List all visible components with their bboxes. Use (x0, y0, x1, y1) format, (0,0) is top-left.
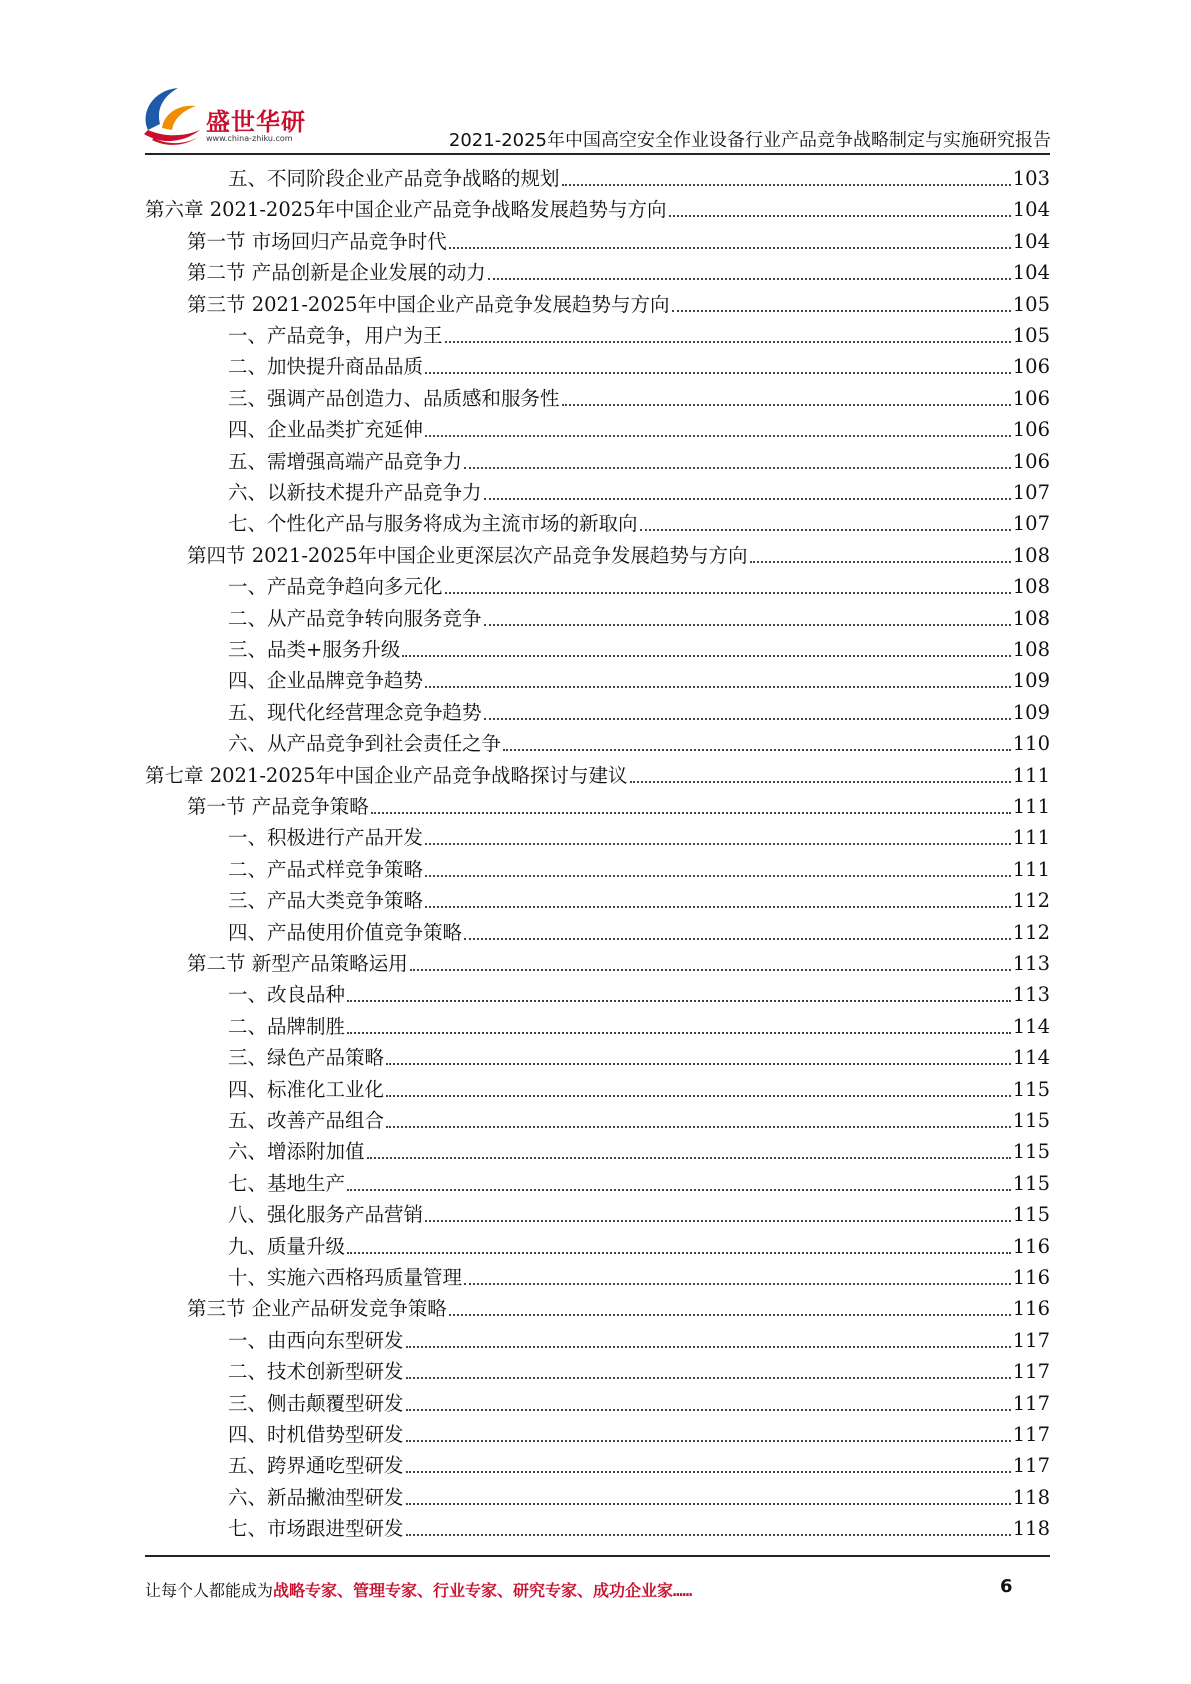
toc-entry[interactable] (228, 1479, 1050, 1510)
logo-swoosh-icon (138, 84, 208, 152)
toc-leader-dots (562, 382, 1011, 406)
toc-leader-dots (425, 664, 1011, 688)
toc-entry-page: 111 (1012, 857, 1050, 881)
toc-entry-page: 111 (1012, 795, 1050, 818)
toc-leader-dots (406, 1481, 1011, 1505)
toc-entry-page: 112 (1012, 920, 1050, 944)
toc-entry[interactable] (228, 1385, 1050, 1416)
toc-entry-page: 117 (1012, 1360, 1050, 1384)
toc-entry-label: 八、强化服务产品营销 (228, 1203, 424, 1227)
toc-entry-page: 118 (1012, 1517, 1050, 1541)
toc-entry-page: 117 (1012, 1423, 1050, 1446)
toc-entry-page: 112 (1012, 889, 1050, 913)
toc-leader-dots (484, 696, 1011, 720)
toc-entry[interactable] (228, 411, 1050, 442)
toc-entry[interactable] (228, 1039, 1050, 1070)
company-logo (138, 84, 308, 152)
toc-leader-dots (406, 1418, 1011, 1442)
page-header (0, 0, 1191, 160)
toc-entry-page: 105 (1012, 292, 1050, 316)
toc-entry[interactable] (228, 380, 1050, 411)
logo-name: 盛世华研 (206, 108, 306, 136)
toc-entry-label: 四、时机借势型研发 (228, 1423, 404, 1446)
toc-entry-page: 109 (1012, 700, 1050, 724)
toc-entry-page: 108 (1012, 638, 1050, 661)
toc-entry-label: 十、实施六西格玛质量管理 (228, 1266, 463, 1289)
toc-leader-dots (406, 1324, 1011, 1348)
toc-entry[interactable] (228, 1353, 1050, 1384)
toc-entry-label: 六、新品撇油型研发 (228, 1485, 404, 1509)
toc-entry-label: 三、品类+服务升级 (228, 638, 401, 661)
toc-entry-page: 106 (1012, 355, 1050, 379)
toc-leader-dots (464, 1261, 1011, 1285)
toc-entry[interactable] (145, 191, 1050, 222)
toc-entry-page: 108 (1012, 606, 1050, 630)
toc-entry-page: 116 (1012, 1234, 1050, 1258)
toc-entry-page: 108 (1012, 575, 1050, 599)
toc-leader-dots (488, 256, 1011, 280)
toc-entry-label: 二、从产品竞争转向服务竞争 (228, 606, 482, 630)
toc-entry-label: 三、绿色产品策略 (228, 1046, 385, 1070)
toc-entry[interactable] (187, 945, 1050, 976)
footer-divider (145, 1555, 1050, 1557)
toc-leader-dots (386, 1073, 1011, 1097)
toc-entry-page: 103 (1012, 167, 1050, 190)
toc-entry-label: 七、基地生产 (228, 1171, 346, 1195)
toc-leader-dots (445, 570, 1011, 594)
toc-leader-dots (425, 821, 1011, 845)
toc-leader-dots (464, 445, 1011, 469)
toc-leader-dots (425, 350, 1011, 374)
toc-entry-page: 110 (1012, 732, 1050, 756)
toc-entry-page: 117 (1012, 1328, 1050, 1352)
footer-slogan (145, 1578, 692, 1601)
toc-leader-dots (406, 1355, 1011, 1379)
toc-entry-page: 115 (1012, 1077, 1050, 1101)
toc-entry-label: 第三节 2021-2025年中国企业产品竞争发展趋势与方向 (187, 292, 670, 316)
page-number: 6 (1000, 1576, 1013, 1597)
toc-entry-label: 一、产品竞争趋向多元化 (228, 575, 443, 599)
toc-entry[interactable] (228, 631, 1050, 662)
toc-entry-page: 116 (1012, 1266, 1050, 1289)
toc-entry-label: 第六章 2021-2025年中国企业产品竞争战略发展趋势与方向 (145, 198, 667, 222)
toc-entry-page: 106 (1012, 449, 1050, 473)
toc-entry-label: 一、由西向东型研发 (228, 1328, 404, 1352)
toc-entry[interactable] (228, 443, 1050, 474)
toc-leader-dots (425, 853, 1011, 877)
toc-entry[interactable] (187, 223, 1050, 254)
slogan-prefix: 让每个人都能成为 (145, 1581, 274, 1600)
toc-entry-page: 106 (1012, 418, 1050, 442)
toc-leader-dots (484, 602, 1011, 626)
toc-leader-dots (347, 1167, 1011, 1191)
toc-entry[interactable] (228, 1416, 1050, 1447)
toc-entry-page: 116 (1012, 1297, 1050, 1321)
toc-entry[interactable] (228, 1447, 1050, 1478)
toc-leader-dots (367, 1135, 1011, 1159)
toc-entry-label: 五、跨界通吃型研发 (228, 1454, 404, 1478)
toc-entry[interactable] (228, 600, 1050, 631)
toc-entry[interactable] (228, 1259, 1050, 1290)
toc-entry-page: 105 (1012, 324, 1050, 347)
toc-leader-dots (562, 162, 1011, 186)
toc-leader-dots (371, 790, 1011, 814)
toc-entry[interactable] (228, 1102, 1050, 1133)
toc-entry[interactable] (228, 505, 1050, 536)
toc-entry[interactable] (228, 568, 1050, 599)
toc-entry-page: 115 (1012, 1171, 1050, 1195)
toc-leader-dots (669, 193, 1011, 217)
toc-leader-dots (640, 507, 1011, 531)
toc-entry[interactable] (187, 254, 1050, 285)
toc-entry-page: 115 (1012, 1203, 1050, 1227)
toc-entry[interactable] (228, 1322, 1050, 1353)
slogan-accent: 战略专家、管理专家、行业专家、研究专家、成功企业家…… (273, 1581, 693, 1600)
toc-entry-label: 一、产品竞争，用户为王 (228, 324, 443, 347)
toc-entry-page: 107 (1012, 512, 1050, 536)
toc-entry-label: 二、产品式样竞争策略 (228, 857, 424, 881)
toc-entry-label: 三、产品大类竞争策略 (228, 889, 424, 913)
toc-entry-label: 六、从产品竞争到社会责任之争 (228, 732, 502, 756)
toc-entry[interactable] (228, 662, 1050, 693)
toc-entry-page: 109 (1012, 669, 1050, 693)
toc-entry-page: 113 (1012, 952, 1050, 975)
logo-url: www.china-zhiku.com (206, 134, 293, 143)
toc-entry[interactable] (187, 537, 1050, 568)
toc-entry[interactable] (228, 819, 1050, 850)
toc-entry[interactable] (228, 1228, 1050, 1259)
toc-entry-page: 104 (1012, 198, 1050, 222)
toc-entry-label: 一、积极进行产品开发 (228, 826, 424, 850)
toc-leader-dots (402, 633, 1010, 657)
toc-entry-label: 四、产品使用价值竞争策略 (228, 920, 463, 944)
toc-entry-label: 七、市场跟进型研发 (228, 1517, 404, 1541)
toc-entry[interactable] (228, 1133, 1050, 1164)
toc-entry-label: 一、改良品种 (228, 983, 346, 1007)
toc-entry[interactable] (228, 882, 1050, 913)
toc-entry-page: 114 (1012, 1014, 1050, 1038)
toc-leader-dots (425, 884, 1011, 908)
toc-entry-label: 第一节 市场回归产品竞争时代 (187, 229, 447, 253)
toc-leader-dots (406, 1387, 1011, 1411)
toc-entry[interactable] (187, 788, 1050, 819)
toc-leader-dots (630, 759, 1011, 783)
toc-entry[interactable] (228, 348, 1050, 379)
toc-entry-label: 三、侧击颠覆型研发 (228, 1391, 404, 1415)
toc-leader-dots (464, 916, 1011, 940)
toc-entry-label: 五、改善产品组合 (228, 1109, 385, 1132)
toc-entry-page: 108 (1012, 543, 1050, 567)
toc-leader-dots (406, 1449, 1011, 1473)
toc-entry[interactable] (228, 851, 1050, 882)
toc-entry-page: 111 (1012, 826, 1050, 850)
toc-entry-page: 114 (1012, 1046, 1050, 1070)
toc-entry-page: 111 (1012, 763, 1050, 787)
toc-leader-dots (347, 978, 1011, 1002)
toc-entry-label: 二、加快提升商品品质 (228, 355, 424, 379)
report-title: 2021-2025年中国高空安全作业设备行业产品竞争战略制定与实施研究报告 (448, 130, 1051, 151)
toc-entry-label: 第一节 产品竞争策略 (187, 795, 369, 818)
toc-leader-dots (406, 1512, 1011, 1536)
toc-entry-label: 五、需增强高端产品竞争力 (228, 449, 463, 473)
toc-entry-label: 第二节 新型产品策略运用 (187, 952, 408, 975)
toc-leader-dots (445, 319, 1011, 343)
toc-leader-dots (484, 476, 1011, 500)
toc-entry[interactable] (228, 914, 1050, 945)
toc-entry-page: 118 (1012, 1485, 1050, 1509)
toc-entry-label: 四、企业品类扩充延伸 (228, 418, 424, 442)
header-divider (145, 153, 1050, 155)
toc-entry[interactable] (228, 1071, 1050, 1102)
toc-entry-page: 106 (1012, 386, 1050, 410)
toc-entry[interactable] (228, 1196, 1050, 1227)
toc-entry-label: 第三节 企业产品研发竞争策略 (187, 1297, 447, 1321)
toc-entry[interactable] (187, 1290, 1050, 1321)
toc-entry-label: 七、个性化产品与服务将成为主流市场的新取向 (228, 512, 638, 536)
toc-leader-dots (449, 225, 1011, 249)
toc-entry[interactable] (228, 694, 1050, 725)
toc-leader-dots (672, 288, 1011, 312)
toc-entry-label: 九、质量升级 (228, 1234, 346, 1258)
toc-entry[interactable] (228, 725, 1050, 756)
toc-entry-label: 六、以新技术提升产品竞争力 (228, 481, 482, 504)
toc-entry-label: 五、现代化经营理念竞争趋势 (228, 700, 482, 724)
toc-entry[interactable] (228, 976, 1050, 1007)
toc-leader-dots (750, 539, 1011, 563)
toc-entry-label: 二、品牌制胜 (228, 1014, 346, 1038)
toc-leader-dots (386, 1041, 1011, 1065)
toc-entry-page: 117 (1012, 1454, 1050, 1478)
toc-entry-label: 四、标准化工业化 (228, 1077, 385, 1101)
toc-entry[interactable] (228, 1008, 1050, 1039)
toc-entry-page: 113 (1012, 983, 1050, 1007)
toc-leader-dots (449, 1292, 1011, 1316)
toc-entry[interactable] (187, 286, 1050, 317)
toc-entry[interactable] (228, 317, 1050, 348)
toc-entry[interactable] (228, 1165, 1050, 1196)
toc-entry-page: 107 (1012, 481, 1050, 504)
toc-entry-page: 115 (1012, 1140, 1050, 1164)
toc-entry[interactable] (228, 1510, 1050, 1541)
toc-entry-page: 115 (1012, 1109, 1050, 1132)
toc-leader-dots (347, 1230, 1011, 1254)
toc-entry-label: 三、强调产品创造力、品质感和服务性 (228, 386, 560, 410)
toc-entry-page: 104 (1012, 261, 1050, 285)
toc-entry-label: 第七章 2021-2025年中国企业产品竞争战略探讨与建议 (145, 763, 628, 787)
toc-leader-dots (386, 1104, 1011, 1128)
toc-entry-label: 第二节 产品创新是企业发展的动力 (187, 261, 486, 285)
toc-leader-dots (425, 413, 1011, 437)
toc-entry[interactable] (145, 757, 1050, 788)
toc-entry-label: 五、不同阶段企业产品竞争战略的规划 (228, 167, 560, 190)
toc-leader-dots (347, 1010, 1011, 1034)
toc-entry-label: 第四节 2021-2025年中国企业更深层次产品竞争发展趋势与方向 (187, 543, 748, 567)
toc-leader-dots (503, 727, 1011, 751)
toc-entry[interactable] (228, 160, 1050, 191)
toc-entry-label: 二、技术创新型研发 (228, 1360, 404, 1384)
toc-entry-page: 104 (1012, 229, 1050, 253)
toc-leader-dots (410, 947, 1011, 971)
toc-entry[interactable] (228, 474, 1050, 505)
toc-entry-label: 六、增添附加值 (228, 1140, 365, 1164)
toc-entry-label: 四、企业品牌竞争趋势 (228, 669, 424, 693)
toc-leader-dots (425, 1198, 1011, 1222)
toc-entry-page: 117 (1012, 1391, 1050, 1415)
